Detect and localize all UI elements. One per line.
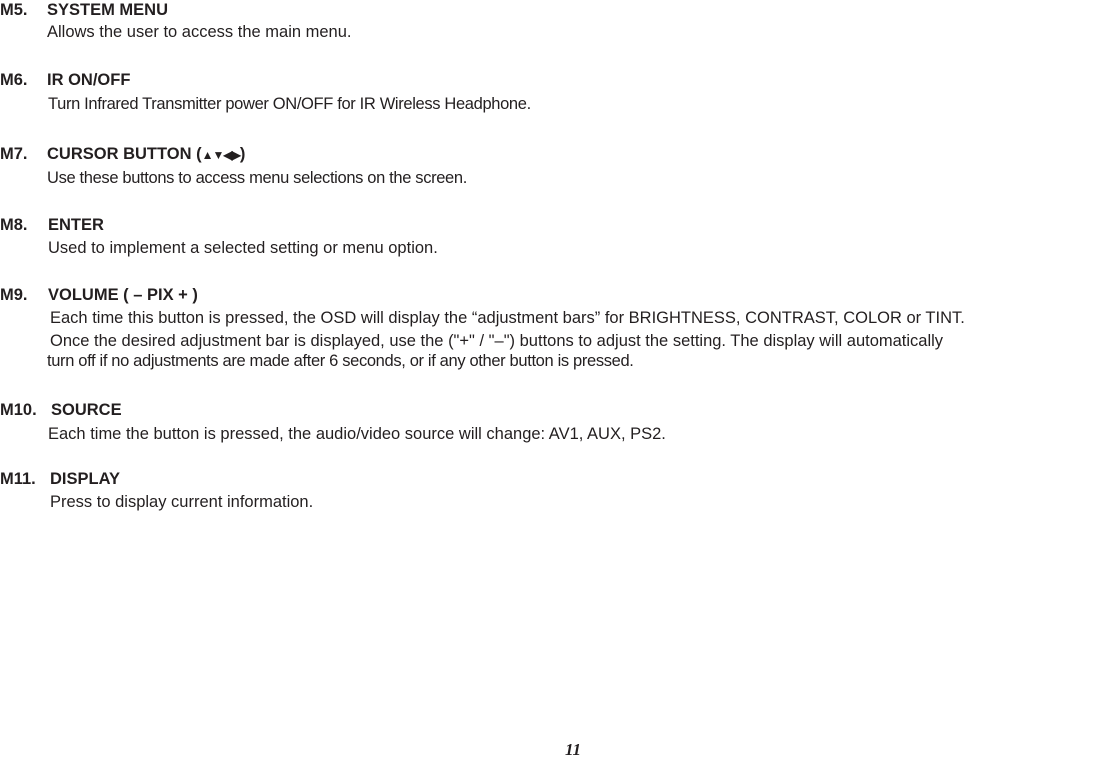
entry-description: turn off if no adjustments are made after 6 seconds, or if any other button is pressed.: [47, 352, 634, 370]
entry-title-close: ): [239, 145, 246, 163]
entry-description: Press to display current information.: [50, 493, 314, 511]
entry-title: [47, 144, 245, 165]
entry-code: M6.: [0, 71, 28, 89]
entry-code: M10.: [0, 401, 37, 419]
entry-description: Use these buttons to access menu selections on the screen.: [47, 169, 467, 187]
entry-description: Turn Infrared Transmitter power ON/OFF for IR Wireless Headphone.: [48, 95, 531, 113]
entry-code: M5.: [0, 1, 28, 19]
entry-code: M11.: [0, 470, 36, 488]
entry-description: Used to implement a selected setting or menu option.: [48, 239, 438, 257]
entry-code: M8.: [0, 216, 28, 234]
entry-title: SYSTEM MENU: [47, 1, 169, 19]
entry-title: VOLUME ( – PIX + ): [48, 286, 198, 304]
cursor-arrows-icon: ▲▼◀▶: [201, 148, 240, 162]
entry-description: Once the desired adjustment bar is displayed, use the ("+" / "–") buttons to adjust the setting. The display will automatically: [50, 332, 944, 350]
entry-title: ENTER: [48, 216, 104, 234]
entry-title: SOURCE: [51, 401, 122, 419]
entry-description: Allows the user to access the main menu.: [47, 23, 352, 41]
entry-code: M7.: [0, 145, 28, 163]
entry-code: M9.: [0, 286, 28, 304]
entry-title: DISPLAY: [50, 470, 120, 488]
entry-description: Each time this button is pressed, the OSD will display the “adjustment bars” for BRIGHTNESS, CONTRAST, COLOR or TINT.: [50, 309, 965, 327]
page-number: 11: [565, 740, 582, 759]
entry-description: Each time the button is pressed, the audio/video source will change: AV1, AUX, PS2.: [48, 425, 666, 443]
entry-title-text: CURSOR BUTTON (: [47, 145, 202, 163]
entry-title: IR ON/OFF: [47, 71, 131, 89]
